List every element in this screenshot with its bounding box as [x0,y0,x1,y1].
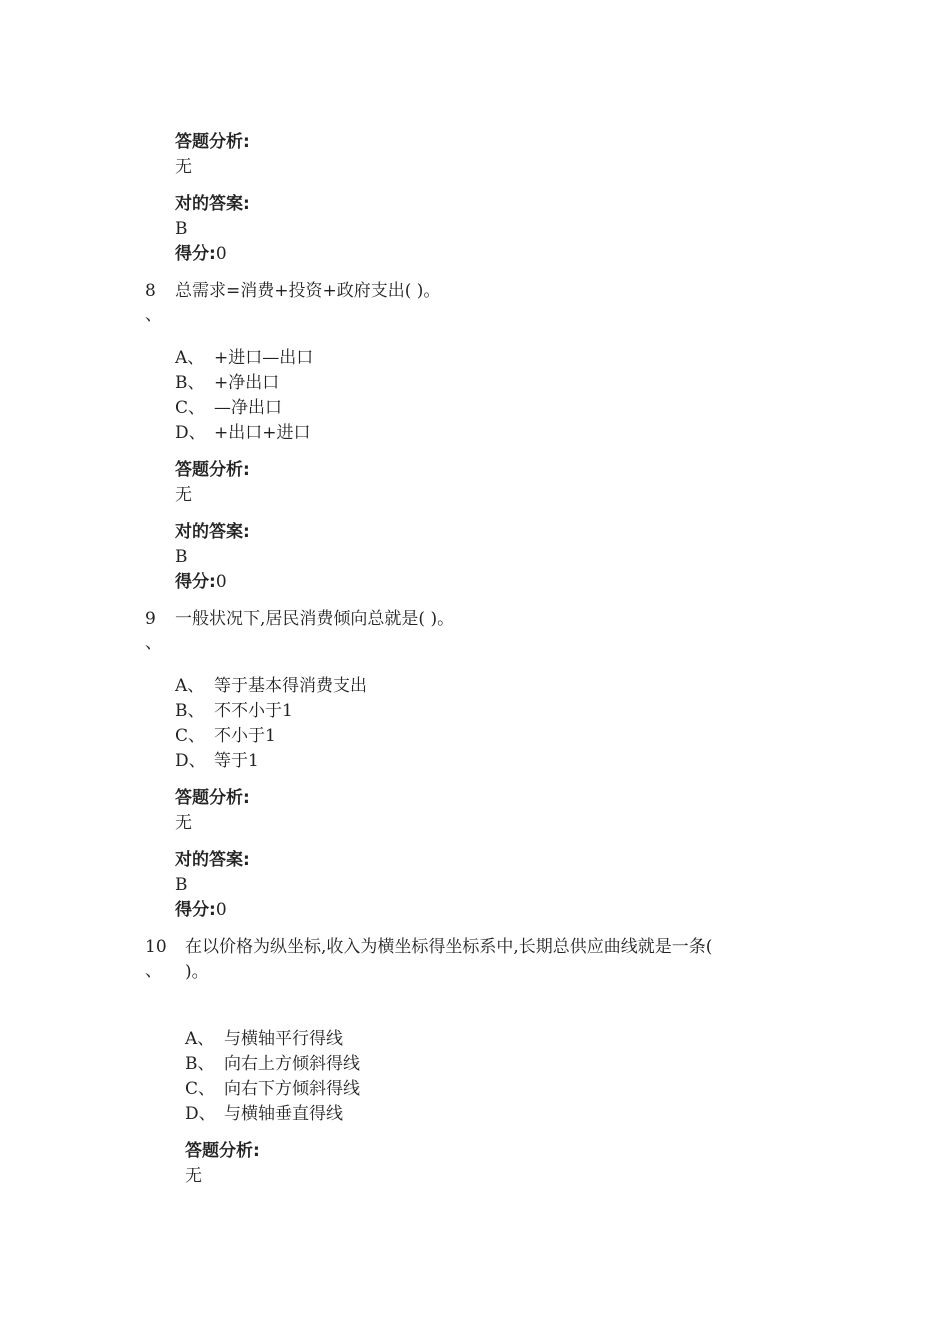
option-list [175,346,825,446]
score-line [175,570,825,595]
analysis-value: 无 [185,1166,202,1186]
option-list [185,1027,835,1127]
answer-label: 对的答案: [175,194,250,214]
answer-value: B [175,875,188,895]
answer-label: 对的答案: [175,522,250,542]
answer-value: B [175,547,188,567]
analysis-label: 答题分析: [175,132,250,152]
option-list [175,674,825,774]
question-text: 总需求=消费+投资+政府支出( )。 [175,281,441,301]
question-text: 一般状况下,居民消费倾向总就是( )。 [175,609,455,629]
score-value: 0 [215,244,227,264]
question-number-mark: 、 [145,305,162,325]
prev-question-tail [175,130,250,267]
option-d[interactable]: D、 等于1 [175,751,259,771]
analysis-value: 无 [175,485,192,505]
score-line [175,242,250,267]
answer-label: 对的答案: [175,850,250,870]
option-d[interactable]: D、 +出口+进口 [175,423,311,443]
analysis-label: 答题分析: [175,460,250,480]
question-number: 10 、 [145,935,185,982]
score-label: 得分: [175,244,216,264]
score-label: 得分: [175,900,216,920]
option-a[interactable]: A、 等于基本得消费支出 [175,676,367,696]
score-value: 0 [215,572,227,592]
question-text: 在以价格为纵坐标,收入为横坐标得坐标系中,长期总供应曲线就是一条( )。 [185,937,713,982]
analysis-label: 答题分析: [175,788,250,808]
analysis-value: 无 [175,813,192,833]
question-10 [145,935,835,1189]
question-number-mark: 、 [145,961,162,981]
option-b[interactable]: B、 不不小于1 [175,701,293,721]
answer-value: B [175,219,188,239]
option-a[interactable]: A、 与横轴平行得线 [185,1029,343,1049]
analysis-label: 答题分析: [185,1141,260,1161]
option-a[interactable]: A、 +进口—出口 [175,348,314,368]
score-line [175,898,825,923]
option-c[interactable]: C、 不小于1 [175,726,276,746]
option-c[interactable]: C、 向右下方倾斜得线 [185,1079,360,1099]
option-d[interactable]: D、 与横轴垂直得线 [185,1104,343,1124]
option-b[interactable]: B、 向右上方倾斜得线 [185,1054,360,1074]
analysis-value: 无 [175,157,192,177]
option-c[interactable]: C、 —净出口 [175,398,282,418]
option-b[interactable]: B、 +净出口 [175,373,280,393]
score-value: 0 [215,900,227,920]
question-8 [145,279,825,595]
question-number-mark: 、 [145,633,162,653]
question-number: 9 、 [145,607,175,654]
question-number: 8 、 [145,279,175,326]
score-label: 得分: [175,572,216,592]
question-9 [145,607,825,923]
